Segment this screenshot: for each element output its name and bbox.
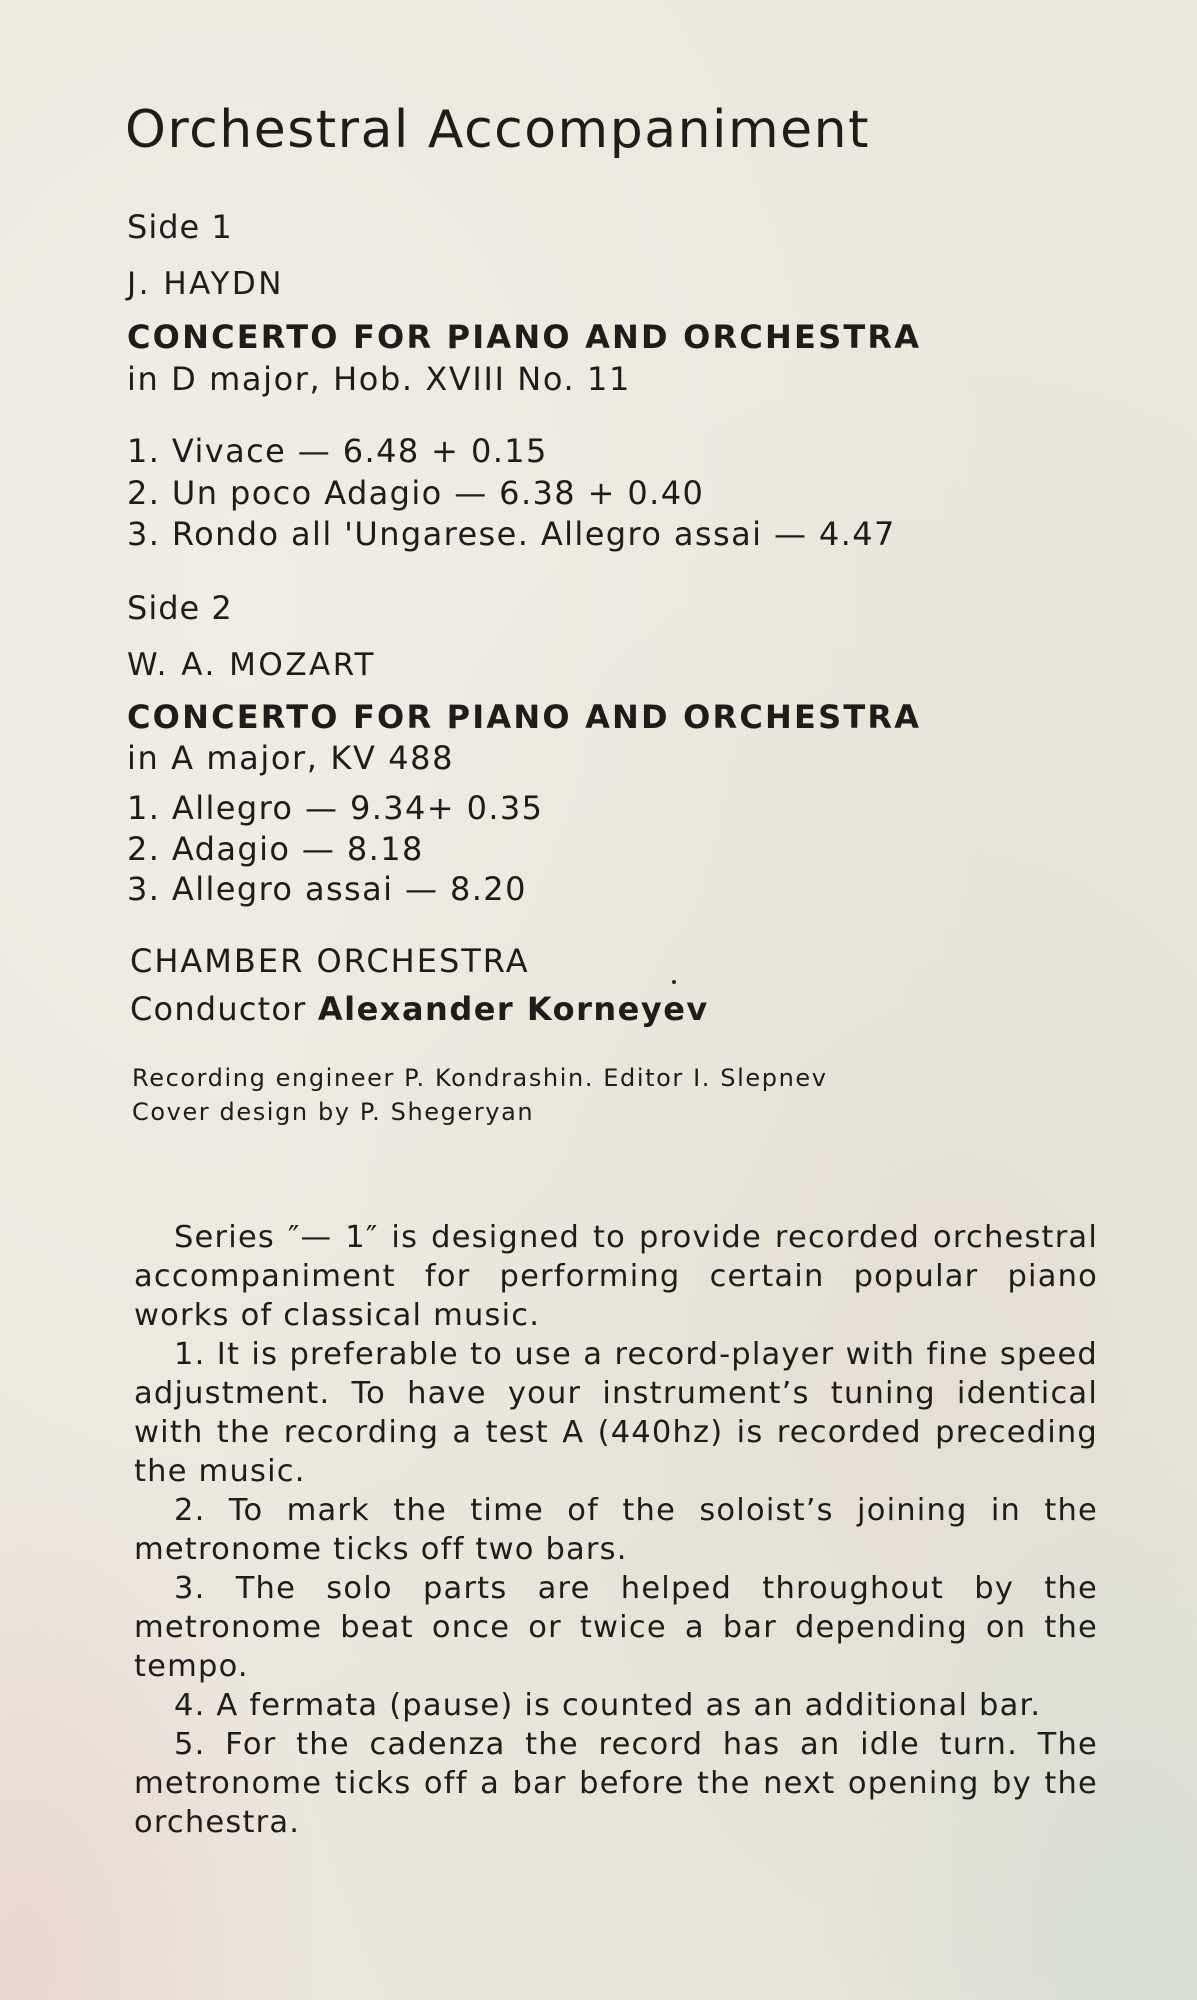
instruction-1: 1. It is preferable to use a record-player with fine speed adjustment. To have your instrument’s tuning identical with the recording a test A (440hz) is recorded preceding the music. bbox=[134, 1337, 1098, 1489]
side-1-composer: J. HAYDN bbox=[127, 266, 284, 302]
side-2-movement-2: 2. Adagio — 8.18 bbox=[127, 830, 424, 868]
credit-cover-design: Cover design by P. Shegeryan bbox=[132, 1098, 535, 1126]
conductor-label: Conductor bbox=[130, 990, 307, 1028]
series-intro-paragraph: Series ″— 1″ is designed to provide recorded orchestral accompaniment for performing certain popular piano works of classical music. bbox=[134, 1220, 1098, 1333]
ink-speck bbox=[672, 980, 676, 984]
side-2-label: Side 2 bbox=[127, 589, 233, 627]
side-1-movement-1: 1. Vivace — 6.48 + 0.15 bbox=[127, 432, 548, 470]
side-1-movement-3: 3. Rondo all 'Ungarese. Allegro assai — 4.47 bbox=[127, 515, 896, 553]
side-1-key: in D major, Hob. XVIII No. 11 bbox=[127, 360, 631, 398]
instruction-5: 5. For the cadenza the record has an idle turn. The metronome ticks off a bar before the next opening by the orchestra. bbox=[134, 1727, 1098, 1840]
side-1-movement-2: 2. Un poco Adagio — 6.38 + 0.40 bbox=[127, 474, 705, 512]
side-1-work-title: CONCERTO FOR PIANO AND ORCHESTRA bbox=[127, 318, 922, 356]
side-2-work-title: CONCERTO FOR PIANO AND ORCHESTRA bbox=[127, 698, 922, 736]
conductor-name: Alexander Korneyev bbox=[317, 990, 709, 1028]
side-2-composer: W. A. MOZART bbox=[127, 647, 376, 683]
instruction-4: 4. A fermata (pause) is counted as an additional bar. bbox=[174, 1688, 1042, 1723]
instruction-2: 2. To mark the time of the soloist’s joining in the metronome ticks off two bars. bbox=[134, 1493, 1098, 1567]
ensemble-name: CHAMBER ORCHESTRA bbox=[130, 942, 530, 980]
instruction-3: 3. The solo parts are helped throughout by the metronome beat once or twice a bar depending on the tempo. bbox=[134, 1571, 1098, 1684]
page-title: Orchestral Accompaniment bbox=[125, 100, 870, 160]
side-2-movement-3: 3. Allegro assai — 8.20 bbox=[127, 870, 527, 908]
instructions-text bbox=[134, 1218, 1098, 1842]
side-1-label: Side 1 bbox=[127, 208, 233, 246]
side-2-movement-1: 1. Allegro — 9.34+ 0.35 bbox=[127, 789, 544, 827]
credit-engineer: Recording engineer P. Kondrashin. Editor I. Slepnev bbox=[132, 1064, 828, 1092]
side-2-key: in A major, KV 488 bbox=[127, 739, 455, 777]
conductor-line bbox=[130, 990, 709, 1028]
